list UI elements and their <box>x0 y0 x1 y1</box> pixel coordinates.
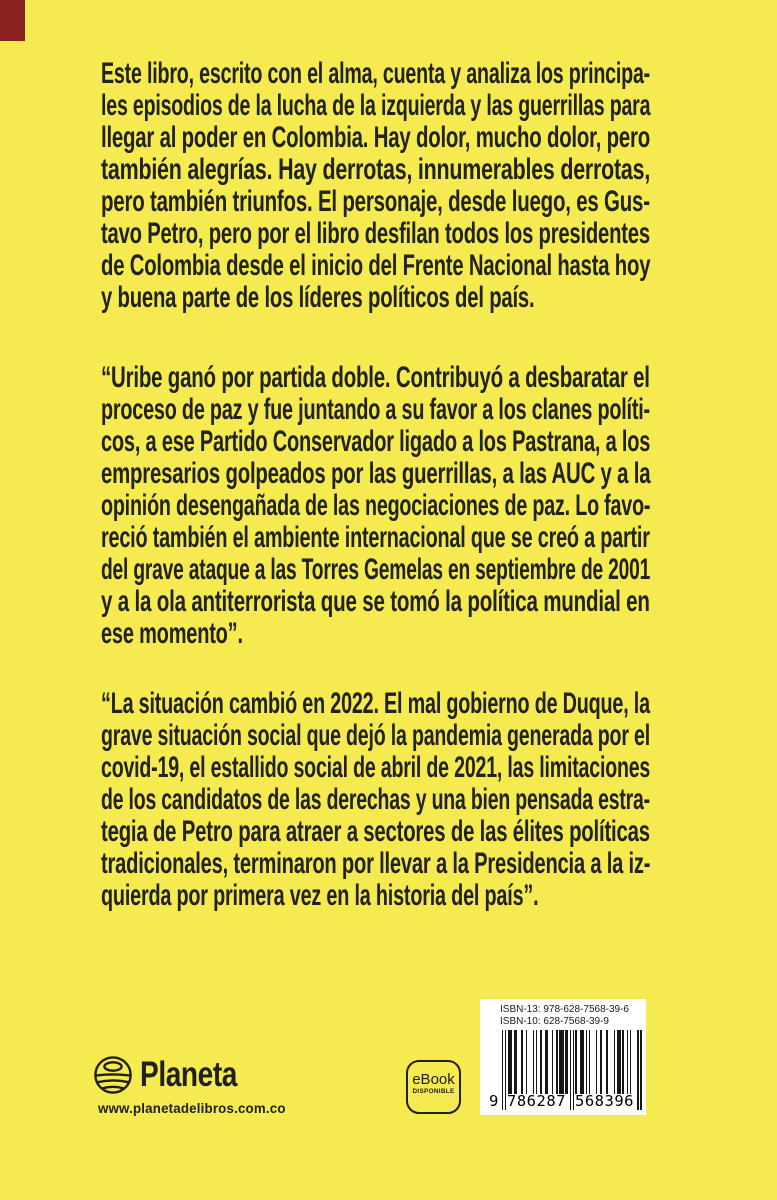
barcode-digits <box>489 1092 642 1110</box>
text-line: de los candidatos de las derechas y una bien pensada estra- <box>101 783 650 816</box>
text-line: y a la ola antiterrorista que se tomó la política mundial en <box>101 585 650 618</box>
text-line: del grave ataque a las Torres Gemelas en septiembre de 2001 <box>101 553 651 586</box>
isbn10-label: ISBN-10: 628-7568-39-9 <box>500 1015 609 1027</box>
text-line: y buena parte de los líderes políticos del país. <box>101 281 535 314</box>
text-line: covid-19, el estallido social de abril de 2021, las limitaciones <box>101 751 651 784</box>
barcode-digit-lead: 9 <box>489 1092 499 1110</box>
text-line: pero también triunfos. El personaje, desde luego, es Gus- <box>101 185 650 218</box>
text-line: les episodios de la lucha de la izquierda y las guerrillas para <box>101 89 651 122</box>
text-line: quierda por primera vez en la historia del país”. <box>101 879 539 912</box>
ebook-label: eBook <box>412 1071 455 1088</box>
text-line: tradicionales, terminaron por llevar a la Presidencia a la iz- <box>101 847 651 880</box>
globe-icon <box>93 1055 133 1095</box>
text-line: reció también el ambiente internacional que se creó a partir <box>101 521 650 554</box>
text-line: tavo Petro, pero por el libro desfilan todos los presidentes <box>101 217 650 250</box>
ebook-badge <box>406 1060 461 1114</box>
text-line: opinión desengañada de las negociaciones de paz. Lo favo- <box>101 489 651 522</box>
isbn13-label: ISBN-13: 978-628-7568-39-6 <box>500 1004 629 1015</box>
text-line: “La situación cambió en 2022. El mal gobierno de Duque, la <box>101 687 650 720</box>
synopsis-paragraph-3 <box>101 688 650 912</box>
corner-mark <box>0 0 25 41</box>
text-line: empresarios golpeados por las guerrillas, a las AUC y a la <box>101 457 651 490</box>
ebook-availability-label: DISPONIBLE <box>412 1088 455 1095</box>
synopsis-paragraph-2 <box>101 362 650 650</box>
barcode-digit-group1: 786287 <box>507 1092 566 1110</box>
barcode-digit-group2: 568396 <box>575 1092 634 1110</box>
text-line: de Colombia desde el inicio del Frente Nacional hasta hoy <box>101 249 651 282</box>
synopsis-paragraph-1 <box>101 58 650 314</box>
publisher-logo <box>93 1055 261 1095</box>
text-line: llegar al poder en Colombia. Hay dolor, mucho dolor, pero <box>101 121 651 154</box>
text-line: también alegrías. Hay derrotas, innumerables derrotas, <box>101 153 651 186</box>
text-line: grave situación social que dejó la pandemia generada por el <box>101 719 650 752</box>
text-line: “Uribe ganó por partida doble. Contribuyó a desbaratar el <box>101 361 650 394</box>
text-line: Este libro, escrito con el alma, cuenta y analiza los principa- <box>101 57 651 90</box>
publisher-website: www.planetadelibros.com.co <box>98 1100 286 1116</box>
text-line: tegia de Petro para atraer a sectores de las élites políticas <box>101 815 650 848</box>
barcode-box <box>480 999 646 1115</box>
text-line: proceso de paz y fue juntando a su favor a los clanes políti- <box>101 393 650 426</box>
text-line: ese momento”. <box>101 617 243 650</box>
barcode-bars <box>489 1030 642 1110</box>
publisher-name: Planeta <box>140 1055 237 1094</box>
text-line: cos, a ese Partido Conservador ligado a los Pastrana, a los <box>101 425 651 458</box>
